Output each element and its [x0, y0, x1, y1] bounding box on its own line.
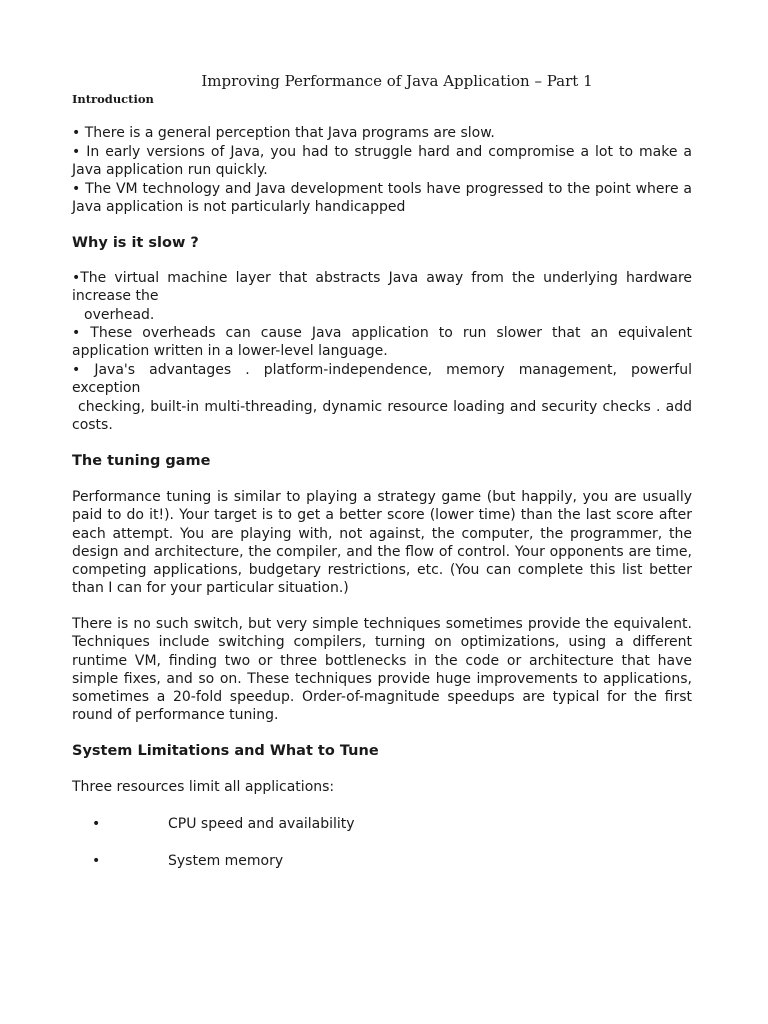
heading-system-limitations: System Limitations and What to Tune: [72, 743, 379, 759]
why-slow-bullet-3-cont: checking, built-in multi-threading, dynamic resource loading and security checks . add costs.: [72, 399, 692, 434]
why-slow-bullet-2: • These overheads can cause Java application to run slower that an equivalent application written in a lower-level language.: [72, 325, 692, 360]
why-slow-bullet-1-cont: overhead.: [84, 307, 155, 323]
introduction-label: Introduction: [72, 92, 154, 106]
list-item-text: System memory: [168, 853, 284, 869]
document-title: Improving Performance of Java Application – Part 1: [201, 72, 593, 90]
tuning-game-paragraph-1: Performance tuning is similar to playing a strategy game (but happily, you are usually paid to do it!). Your target is to get a better score (lower time) than the last score after each attempt. You are playing with, not against, the computer, the programmer, the design and architecture, the compiler, and the flow of control. Your opponents are time, competing applications, budgetary restrictions, etc. (You can complete this list better than I can for your particular situation.): [72, 489, 692, 597]
bullet-icon: •: [92, 816, 101, 832]
intro-bullet-2: • In early versions of Java, you had to struggle hard and compromise a lot to make a Java application run quickly.: [72, 144, 692, 179]
intro-bullet-1: • There is a general perception that Java programs are slow.: [72, 125, 495, 141]
heading-why-slow: Why is it slow ?: [72, 235, 199, 251]
why-slow-bullet-3: • Java's advantages . platform-independence, memory management, powerful exception: [72, 362, 692, 397]
list-item-text: CPU speed and availability: [168, 816, 355, 832]
why-slow-bullet-1: •The virtual machine layer that abstracts Java away from the underlying hardware increase the: [72, 270, 692, 305]
bullet-icon: •: [92, 853, 101, 869]
tuning-game-paragraph-2: There is no such switch, but very simple techniques sometimes provide the equivalent. Techniques include switching compilers, turning on optimizations, using a different runtime VM, finding two or three bottlenecks in the code or architecture that have simple fixes, and so on. These techniques provide huge improvements to applications, sometimes a 20-fold speedup. Order-of-magnitude speedups are typical for the first round of performance tuning.: [72, 616, 692, 724]
heading-tuning-game: The tuning game: [72, 453, 211, 469]
system-limitations-intro: Three resources limit all applications:: [72, 779, 335, 795]
intro-bullet-3: • The VM technology and Java development tools have progressed to the point where a Java application is not particularly handicapped: [72, 181, 692, 216]
